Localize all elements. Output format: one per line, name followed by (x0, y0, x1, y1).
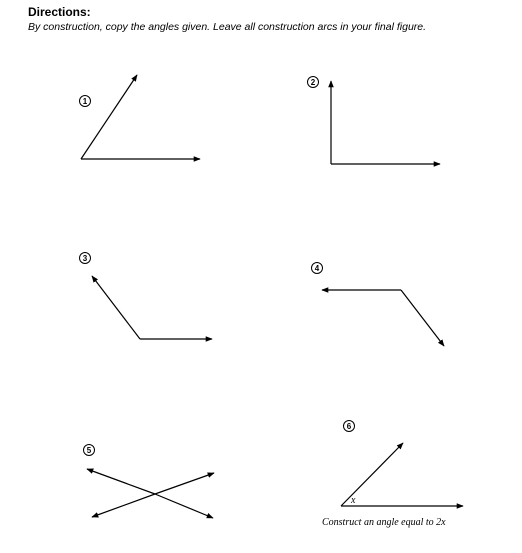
directions-heading: Directions: (28, 5, 91, 19)
angle-label-x: x (351, 495, 356, 506)
problem-6-caption: Construct an angle equal to 2x (322, 517, 446, 528)
problem-4 (312, 263, 445, 347)
problem-number-2 (308, 77, 319, 88)
problem-5 (84, 445, 215, 519)
angle-1 (81, 75, 200, 159)
svg-text:3: 3 (82, 254, 88, 263)
problem-6 (322, 421, 463, 529)
problem-number-5 (84, 445, 95, 456)
directions-text: By construction, copy the angles given. Leave all construction arcs in your final figure. (28, 21, 427, 33)
svg-text:2: 2 (310, 78, 316, 87)
svg-text:1: 1 (82, 97, 88, 106)
angle-4 (322, 290, 444, 346)
problem-number-3 (80, 253, 91, 264)
angle-2 (331, 81, 440, 164)
angle-6 (341, 443, 463, 506)
problem-number-4 (312, 263, 323, 274)
problem-1 (80, 75, 201, 159)
svg-text:6: 6 (346, 422, 352, 431)
intersecting-lines-5 (87, 469, 214, 518)
problem-number-6 (344, 421, 355, 432)
svg-text:4: 4 (314, 264, 320, 273)
angle-3 (92, 276, 212, 339)
problem-3 (80, 253, 213, 340)
problem-number-1 (80, 96, 91, 107)
problem-2 (308, 77, 441, 165)
svg-text:5: 5 (86, 446, 92, 455)
